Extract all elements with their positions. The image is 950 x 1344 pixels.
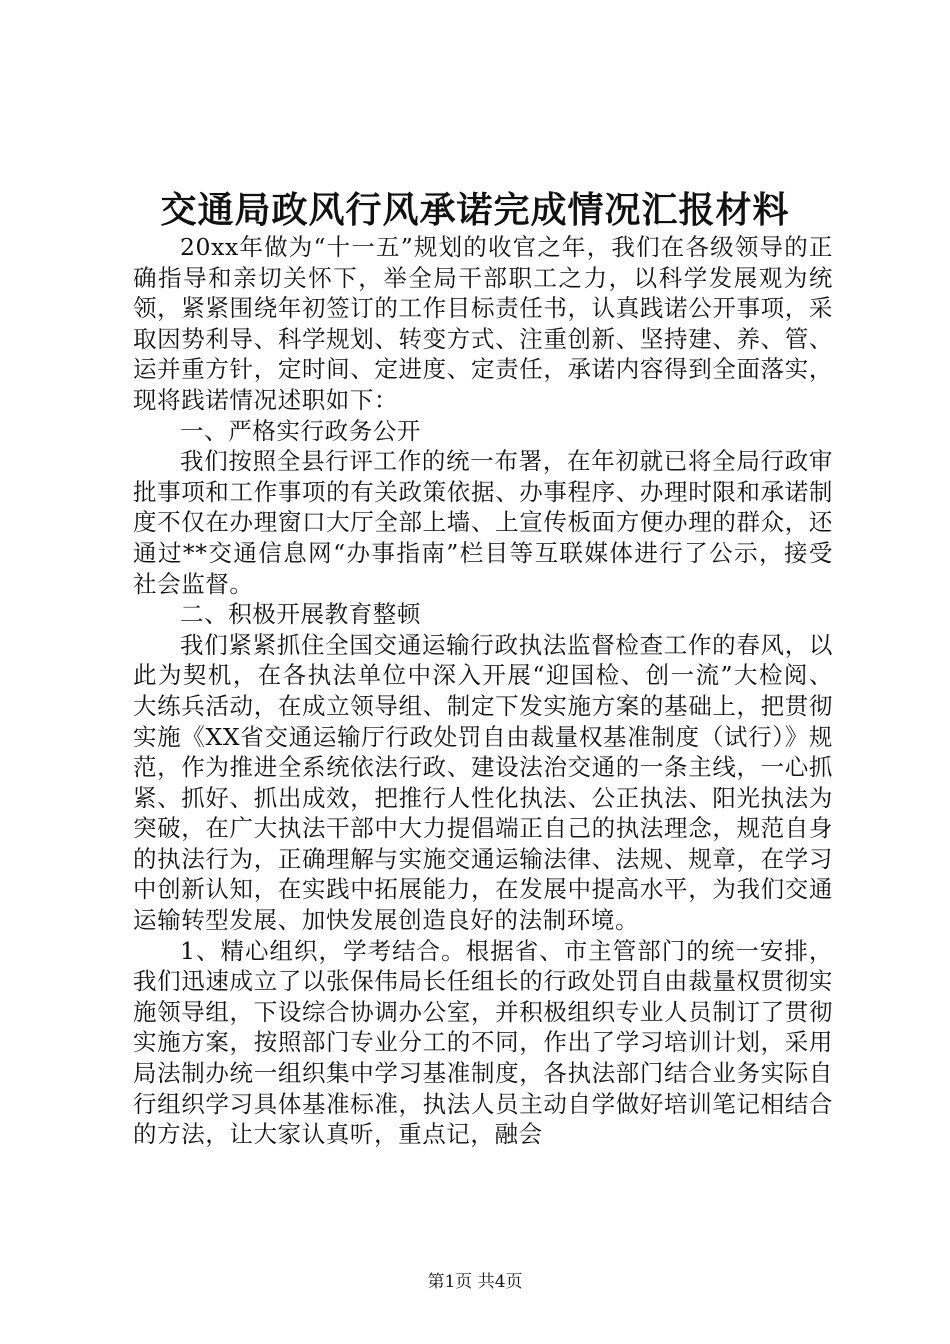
document-body — [133, 232, 833, 1150]
paragraph-intro: 20xx年做为“十一五”规划的收官之年，我们在各级领导的正确指导和亲切关怀下，举全局干部职工之力，以科学发展观为统领，紧紧围绕年初签订的工作目标责任书，认真践诺公开事项，采取因势利导、科学规划、转变方式、注重创新、坚持建、养、管、运并重方针，定时间、定进度、定责任，承诺内容得到全面落实，现将践诺情况述职如下： — [133, 233, 833, 414]
section-heading-2: 二、积极开展教育整顿 — [180, 600, 421, 629]
paragraph-section-2: 我们紧紧抓住全国交通运输行政执法监督检查工作的春风，以此为契机，在各执法单位中深入开展“迎国检、创一流”大检阅、大练兵活动，在成立领导组、制定下发实施方案的基础上，把贯彻实施《XX省交通运输厅行政处罚自由裁量权基准制度（试行）》规范，作为推进全系统依法行政、建设法治交通的一条主线，一心抓紧、抓好、抓出成效，把推行人性化执法、公正执法、阳光执法为突破，在广大执法干部中大力提倡端正自己的执法理念，规范自身的执法行为，正确理解与实施交通运输法律、法规、规章，在学习中创新认知，在实践中拓展能力，在发展中提高水平，为我们交通运输转型发展、加快发展创造良好的法制环境。 — [133, 630, 833, 935]
paragraph-section-1: 我们按照全县行评工作的统一布署，在年初就已将全局行政审批事项和工作事项的有关政策依据、办事程序、办理时限和承诺制度不仅在办理窗口大厅全部上墙、上宣传板面方便办理的群众，还通过**交通信息网“办事指南”栏目等互联媒体进行了公示，接受社会监督。 — [133, 447, 833, 598]
document-title: 交通局政风行风承诺完成情况汇报材料 — [160, 189, 790, 231]
section-heading-1: 一、严格实行政务公开 — [180, 416, 421, 445]
paragraph-subsection-1: 1、精心组织，学考结合。根据省、市主管部门的统一安排，我们迅速成立了以张保伟局长任组长的行政处罚自由裁量权贯彻实施领导组，下设综合协调办公室，并积极组织专业人员制订了贯彻实施方案，按照部门专业分工的不同，作出了学习培训计划，采用局法制办统一组织集中学习基准制度，各执法部门结合业务实际自行组织学习具体基准标准，执法人员主动自学做好培训笔记相结合的方法，让大家认真听，重点记，融会 — [133, 936, 833, 1149]
page-footer: 第1页 共4页 — [427, 1272, 523, 1292]
